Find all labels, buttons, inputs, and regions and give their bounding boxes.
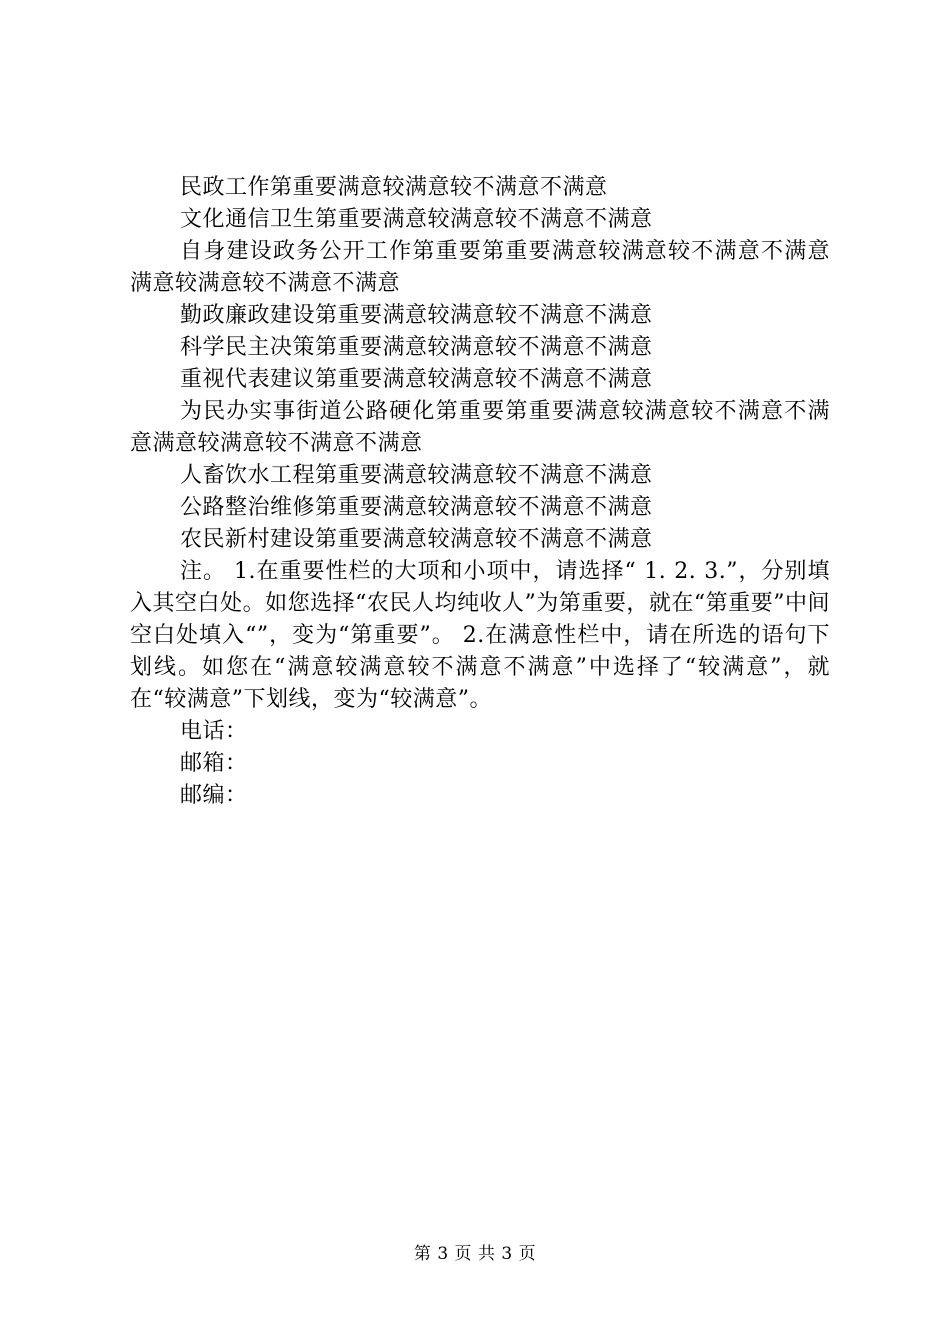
paragraph-practical-matters: 为民办实事街道公路硬化第重要第重要满意较满意较不满意不满意满意较满意较不满意不满意: [130, 399, 830, 456]
email-label: 邮箱：: [180, 751, 248, 776]
paragraph-representative-suggestions: 重视代表建议第重要满意较满意较不满意不满意: [180, 367, 653, 392]
paragraph-civil-affairs: 民政工作第重要满意较满意较不满意不满意: [180, 175, 608, 200]
paragraph-drinking-water: 人畜饮水工程第重要满意较满意较不满意不满意: [180, 463, 653, 488]
paragraph-new-village: 农民新村建设第重要满意较满意较不满意不满意: [180, 527, 653, 552]
paragraph-self-construction: 自身建设政务公开工作第重要第重要满意较满意较不满意不满意满意较满意较不满意不满意: [130, 239, 830, 296]
paragraph-note: 注。 1.在重要性栏的大项和小项中，请选择“ 1. 2. 3.”，分别填入其空白处。如您选择“农民人均纯收人”为第重要，就在“第重要”中间空白处填入“”，变为“第重要”。 2.在满意性栏中，请在所选的语句下划线。如您在“满意较满意较不满意不满意”中选择了“较满意”，就在“较满意”下划线，变为“较满意”。: [130, 559, 830, 712]
paragraph-road-maintenance: 公路整治维修第重要满意较满意较不满意不满意: [180, 495, 653, 520]
document-body: [130, 172, 830, 812]
paragraph-culture-health: 文化通信卫生第重要满意较满意较不满意不满意: [180, 207, 653, 232]
phone-label: 电话：: [180, 719, 248, 744]
paragraph-decision-making: 科学民主决策第重要满意较满意较不满意不满意: [180, 335, 653, 360]
postcode-label: 邮编：: [180, 783, 248, 808]
page-footer: 第 3 页 共 3 页: [413, 1244, 537, 1264]
paragraph-integrity: 勤政廉政建设第重要满意较满意较不满意不满意: [180, 303, 653, 328]
